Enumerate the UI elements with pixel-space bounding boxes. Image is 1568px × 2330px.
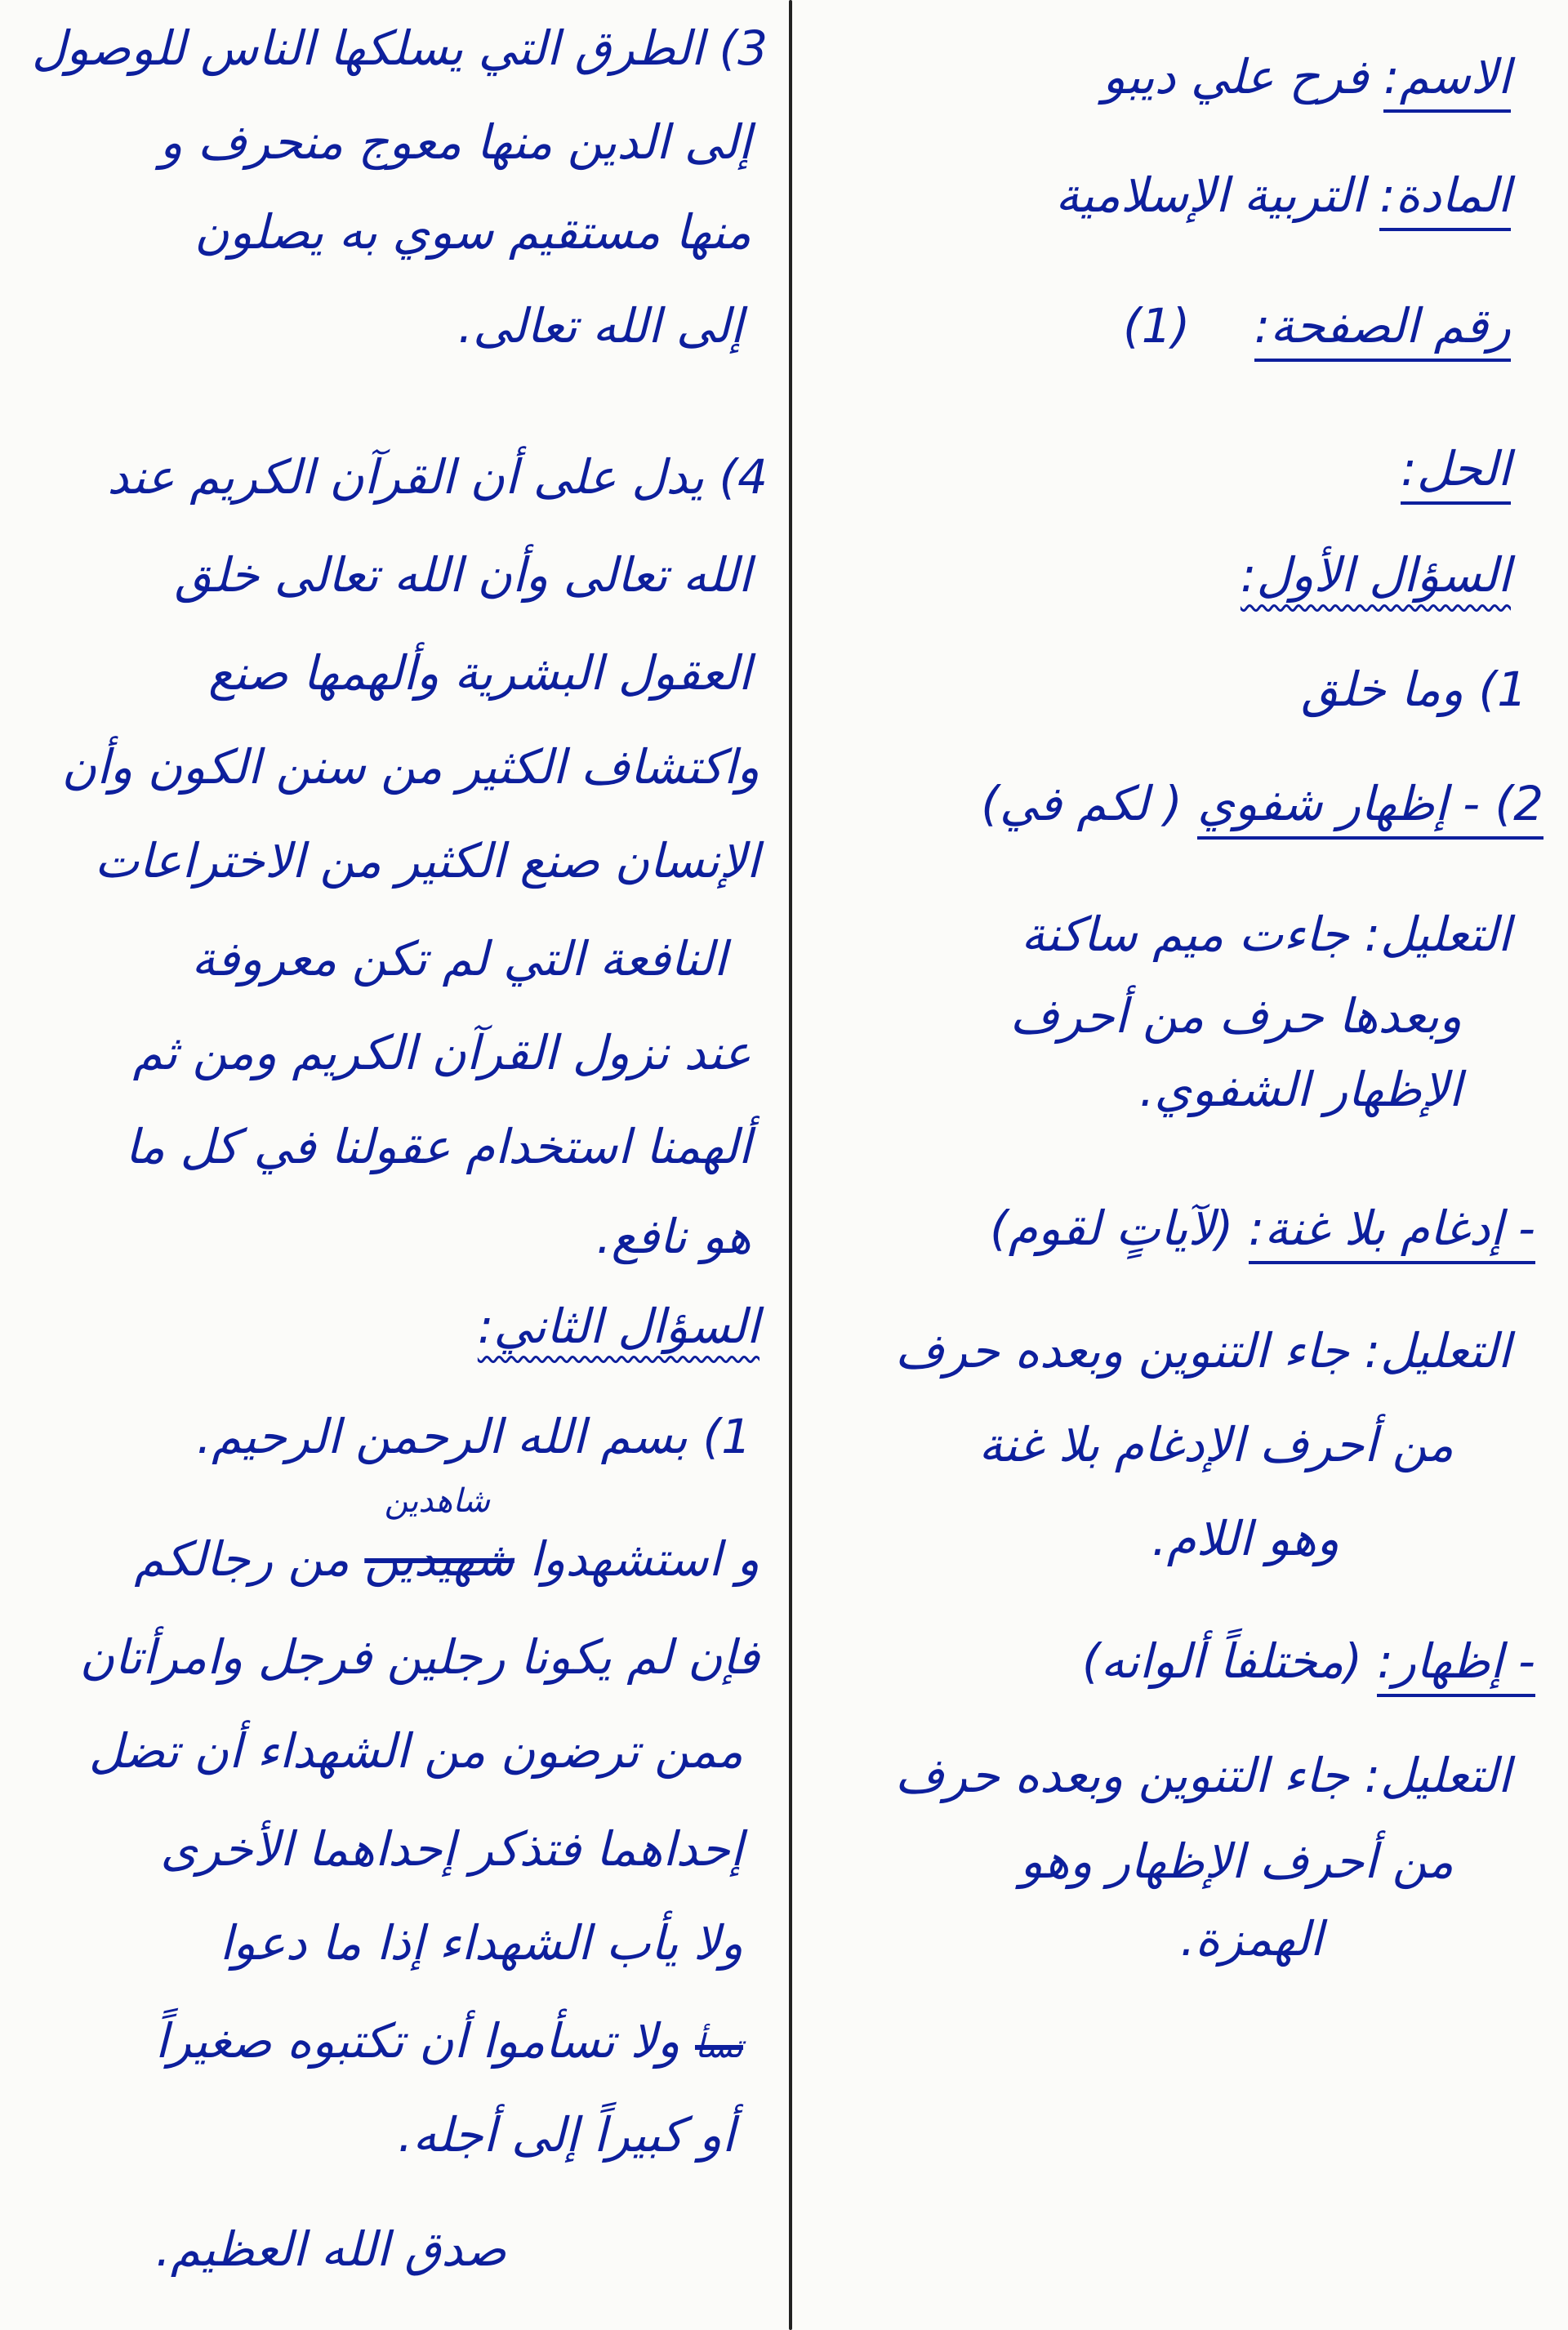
answer-3-line-3: منها مستقيم سوي به يصلون xyxy=(194,204,751,260)
idgham-example: (لآياتٍ لقوم) xyxy=(990,1201,1234,1256)
answer-4-line-8: ألهمنا استخدام عقولنا في كل ما xyxy=(125,1119,751,1174)
reason-3-line-2: من أحرف الإظهار وهو xyxy=(1020,1833,1454,1889)
right-column xyxy=(808,0,1544,2330)
question-one-heading xyxy=(1241,547,1511,604)
answer-2-example: ( لكم في) xyxy=(981,776,1183,831)
solution-label: الحل: xyxy=(1401,441,1511,505)
reason-3-line-3: الهمزة. xyxy=(1180,1911,1323,1967)
left-column xyxy=(16,0,776,2330)
question-two-answer-1: 1) بسم الله الرحمن الرحيم. xyxy=(196,1409,751,1464)
question-two-heading xyxy=(478,1299,760,1356)
verse-line-2: فإن لم يكونا رجلين فرجل وامرأتان xyxy=(79,1629,760,1685)
name-line xyxy=(1102,49,1511,106)
answer-4-line-6: النافعة التي لم تكن معروفة xyxy=(191,931,727,987)
verse-line-6-text: ولا تسأموا أن تكتبوه صغيراً xyxy=(154,2013,680,2069)
reason-3-text: جاء التنوين وبعده حرف xyxy=(895,1748,1350,1803)
verse-line-3: ممن ترضون من الشهداء أن تضل xyxy=(88,1723,743,1779)
verse-line-6 xyxy=(155,2013,743,2070)
answer-4-line-2: الله تعالى وأن الله تعالى خلق xyxy=(174,547,751,603)
reason-1-line-2: وبعدها حرف من أحرف xyxy=(1009,988,1462,1044)
struck-word: شهيدين xyxy=(364,1531,514,1587)
subject-line xyxy=(1055,167,1511,225)
answer-4-line-4: واكتشاف الكثير من سنن الكون وأن xyxy=(61,739,760,795)
closing-line: صدق الله العظيم. xyxy=(155,2221,506,2277)
answer-3-line-4: إلى الله تعالى. xyxy=(457,298,743,354)
verse-line-1 xyxy=(134,1531,760,1588)
solution-heading xyxy=(1401,441,1511,498)
page-number-label: رقم الصفحة: xyxy=(1254,298,1511,362)
verse-line-5: ولا يأب الشهداء إذا ما دعوا xyxy=(219,1915,743,1971)
verse-line-1-end: من رجالكم xyxy=(134,1531,350,1587)
question-two-label: السؤال الثاني: xyxy=(477,1299,760,1354)
verse-line-7: أو كبيراً إلى أجله. xyxy=(398,2107,735,2163)
name-label: الاسم: xyxy=(1383,49,1511,113)
reason-2-line-3: وهو اللام. xyxy=(1152,1511,1339,1566)
column-divider xyxy=(789,0,792,2330)
izhar-label: - إظهار: xyxy=(1377,1633,1535,1697)
idgham-line xyxy=(990,1201,1535,1258)
reason-2-line-2: من أحرف الإدغام بلا غنة xyxy=(978,1417,1454,1472)
reason-2-text: جاء التنوين وبعده حرف xyxy=(895,1323,1350,1379)
struck-correction: تسأ xyxy=(694,2028,743,2065)
answer-4-line-3: العقول البشرية وألهمها صنع xyxy=(208,645,751,701)
reason-2-line-1 xyxy=(895,1323,1511,1380)
answer-4-line-7: عند نزول القرآن الكريم ومن ثم xyxy=(132,1025,751,1080)
reason-3-label: التعليل: xyxy=(1364,1748,1511,1803)
reason-1-line-1 xyxy=(1021,907,1511,964)
verse-line-1-start: و استشهدوا xyxy=(529,1531,760,1587)
izhar-example: (مختلفاً ألوانه) xyxy=(1081,1633,1362,1689)
idgham-label: - إدغام بلا غنة: xyxy=(1249,1201,1535,1264)
answer-1: 1) وما خلق xyxy=(1301,662,1527,717)
reason-3-line-1 xyxy=(895,1748,1511,1805)
answer-4-line-1: 4) يدل على أن القرآن الكريم عند xyxy=(107,449,768,505)
answer-4-line-9: هو نافع. xyxy=(596,1209,751,1264)
answer-2 xyxy=(981,776,1544,833)
name-value: فرح علي ديبو xyxy=(1102,49,1369,105)
question-one-label: السؤال الأول: xyxy=(1240,547,1511,603)
correction-insertion: شاهدين xyxy=(384,1482,490,1520)
page-number-value: (1) xyxy=(1123,298,1191,354)
answer-2-label: 2) - إظهار شفوي xyxy=(1197,776,1544,840)
subject-value: التربية الإسلامية xyxy=(1055,167,1365,223)
answer-3-line-2: إلى الدين منها معوج منحرف و xyxy=(159,114,751,170)
reason-1-line-3: الإظهار الشفوي. xyxy=(1139,1062,1462,1117)
reason-1-text: جاءت ميم ساكنة xyxy=(1021,907,1350,962)
answer-3-line-1: 3) الطرق التي يسلكها الناس للوصول xyxy=(31,20,768,76)
reason-1-label: التعليل: xyxy=(1364,907,1511,962)
page-number-line xyxy=(1123,298,1511,355)
subject-label: المادة: xyxy=(1379,167,1511,231)
answer-4-line-5: الإنسان صنع الكثير من الاختراعات xyxy=(94,833,760,889)
izhar-line xyxy=(1082,1633,1535,1691)
verse-line-4: إحداهما فتذكر إحداهما الأخرى xyxy=(160,1821,743,1877)
reason-2-label: التعليل: xyxy=(1364,1323,1511,1379)
